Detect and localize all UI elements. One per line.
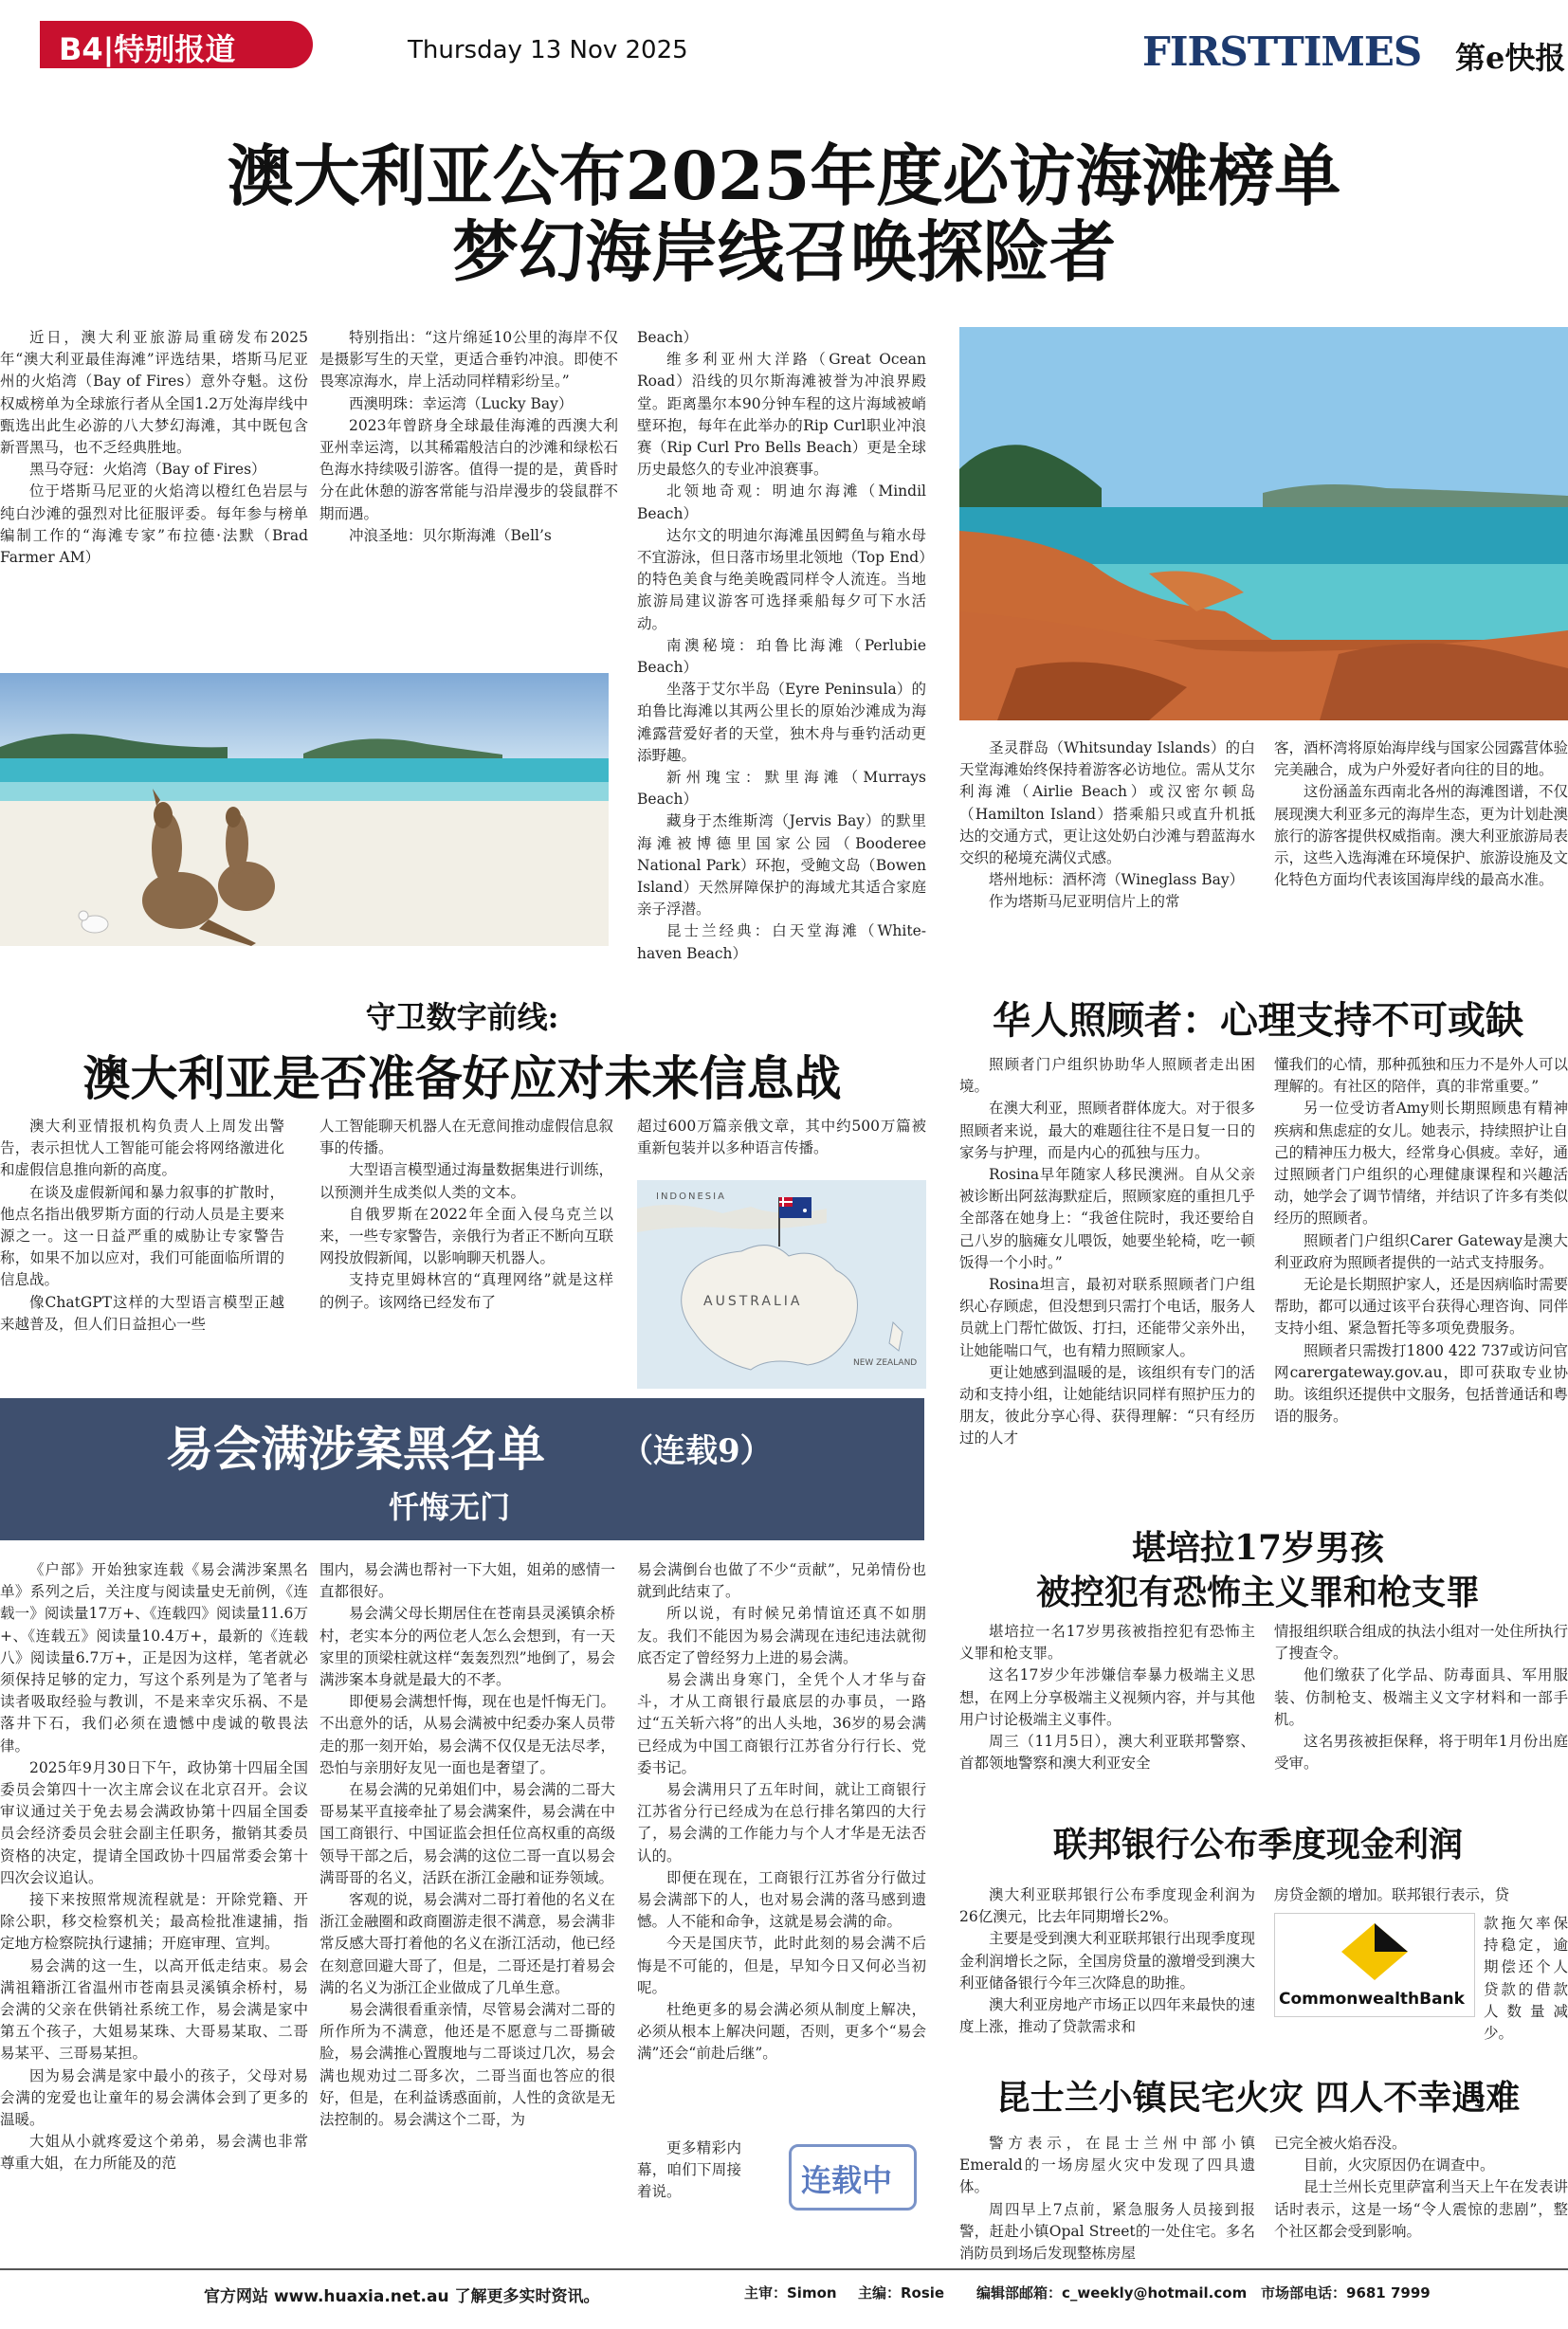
cba-title: 联邦银行公布季度现金利润: [1052, 1825, 1463, 1865]
cba-col-3: 款拖欠率保持稳定，逾期偿还个人贷款的借款人数量减少。: [1484, 1915, 1568, 2043]
digital-col-2: 人工智能聊天机器人在无意间推动虚假信息叙事的传播。 大型语言模型通过海量数据集进行训练，以预测并生成类似人类的文本。 自俄罗斯在2022年全面入侵乌克兰以来，一些专家警告，亲俄行为者正不断向互联网投放假新闻，以影响聊天机器人。 支持克里姆林宫的“真理网络”就是这样的例子。该网络已经发布了: [319, 1118, 614, 1311]
digital-col-1: 澳大利亚情报机构负责人上周发出警告，表示担忧人工智能可能会将网络激进化和虚假信息推向新的高度。 在谈及虚假新闻和暴力叙事的扩散时，他点名指出俄罗斯方面的行动人员是主要来源之一。这一日益严重的威胁让专家警告称，如果不加以应对，我们可能面临所谓的信息战。 像ChatGPT这样的大型语言模型正越来越普及，但人们日益担心一些: [0, 1118, 284, 1333]
footer-phone: 市场部电话：9681 7999: [1261, 2284, 1431, 2302]
map-label-australia: AUSTRALIA: [703, 1294, 803, 1309]
footer-website: 官方网站 www.huaxia.net.au 了解更多实时资讯。: [204, 2287, 600, 2306]
cba-col-2: 房贷金额的增加。联邦银行表示，贷: [1274, 1886, 1510, 1903]
masthead: [1142, 28, 1566, 85]
section-badge: [40, 21, 313, 68]
serial-banner: [0, 1398, 924, 1540]
issue-date: Thursday 13 Nov 2025: [408, 36, 688, 64]
cba-col-1: 澳大利亚联邦银行公布季度现金利润为26亿澳元，比去年同期增长2%。 主要是受到澳大利亚联邦银行出现季度现金利润增长之际，全国房贷量的激增受到澳大利亚储备银行今年三次降息的助推。 澳大利亚房地产市场正以四年来最快的速度上涨，推动了贷款需求和: [959, 1886, 1255, 2036]
serial-subtitle: 忏悔无门: [389, 1489, 511, 1525]
brand-logo: FIRSTTIMES: [1142, 28, 1422, 75]
footer-editor: 主审：Simon: [744, 2284, 837, 2302]
digital-col-3: 超过600万篇亲俄文章，其中约500万篇被重新包装并以多种语言传播。: [637, 1118, 926, 1157]
digital-kicker: 守卫数字前线:: [365, 999, 559, 1035]
carers-col-1: 照顾者门户组织协助华人照顾者走出困境。 在澳大利亚，照顾者群体庞大。对于很多照顾者来说，最大的难题往往不是日复一日的家务与护理，而是内心的孤独与压力。 Rosina早年随家人移民澳洲。自从父亲被诊断出阿兹海默症后，照顾家庭的重担几乎全部落在她身上：“我爸住院时，我还要给自己八岁的脑瘫女儿喂饭，她要坐轮椅，吃一顿饭得一个小时。” Rosina坦言，最初对联系照顾者门户组织心存顾虑，但没想到只需打个电话，服务人员就上门帮忙做饭、打扫，还能带父亲外出，让她能喘口气，也有精力照顾家人。 更让她感到温暖的是，该组织有专门的活动和支持小组，让她能结识同样有照护压力的朋友，彼此分享心得、获得理解：“只有经历过的人才: [959, 1056, 1255, 1447]
beach-col-1: 近日，澳大利亚旅游局重磅发布2025年“澳大利亚最佳海滩”评选结果，塔斯马尼亚州的火焰湾（Bay of Fires）意外夺魁。这份权威榜单为全球旅行者从全国1.2万处海岸线中甄选出此生必游的八大梦幻海滩，其中既包含新晋黑马，也不乏经典胜地。 黑马夺冠：火焰湾（Bay of Fires） 位于塔斯马尼亚的火焰湾以橙红色岩层与纯白沙滩的强烈对比征服评委。每年参与榜单编制工作的“海滩专家”布拉德·法默（Brad Farmer AM）: [0, 329, 308, 567]
digital-title: 澳大利亚是否准备好应对未来信息战: [82, 1050, 842, 1106]
teen-title: 堪培拉17岁男孩: [1131, 1528, 1385, 1568]
beach-col-3: Beach） 维多利亚州大洋路（Great Ocean Road）沿线的贝尔斯海滩被誉为冲浪界殿堂。距离墨尔本90分钟车程的这片海域被峭壁环抱，每年在此举办的Rip Curl职业冲浪赛（Rip Curl Pro Bells Beach）更是全球历史最悠久的专业冲浪赛事。 北领地奇观：明迪尔海滩（Mindil Beach） 达尔文的明迪尔海滩虽因鳄鱼与箱水母不宜游泳，但日落市场里北领地（Top End）的特色美食与绝美晚霞同样令人流连。当地旅游局建议游客可选择乘船每夕可下水活动。 南澳秘境：珀鲁比海滩（Perlubie Beach） 坐落于艾尔半岛（Eyre Peninsula）的珀鲁比海滩以其两公里长的原始沙滩成为海滩露营爱好者的天堂，独木舟与垂钓活动更添野趣。 新州瑰宝：默里海滩（Murrays Beach） 藏身于杰维斯湾（Jervis Bay）的默里海滩被博德里国家公园（Booderee National Park）环抱，受鲍文岛（Bowen Island）天然屏障保护的海域尤其适合家庭亲子浮潜。 昆士兰经典：白天堂海滩（White-haven Beach）: [637, 329, 926, 962]
kangaroo-beach-photo: [0, 673, 609, 946]
fire-title: 昆士兰小镇民宅火灾 四人不幸遇难: [995, 2078, 1521, 2118]
beach-col-4: 圣灵群岛（Whitsunday Islands）的白天堂海滩始终保持着游客必访地位。需从艾尔利海滩（Airlie Beach）或汉密尔顿岛（Hamilton Island）搭乘船只或直升机抵达的交通方式，更让这处奶白沙滩与碧蓝海水交织的秘境充满仪式感。 塔州地标：酒杯湾（Wineglass Bay） 作为塔斯马尼亚明信片上的常: [959, 739, 1255, 911]
section-label: B4|特别报道: [59, 31, 236, 67]
australia-map: [637, 1180, 926, 1389]
bay-of-fires-photo: [959, 327, 1568, 720]
fire-col-1: 警方表示，在昆士兰州中部小镇Emerald的一场房屋火灾中发现了四具遗体。 周四早上7点前，紧急服务人员接到报警，赶赴小镇Opal Street的一处住宅。多名消防员到场后发现整栋房屋: [959, 2135, 1255, 2263]
serializing-stamp: [789, 2144, 917, 2211]
footer-rule: [0, 2268, 1568, 2270]
teen-col-2: 情报组织联合组成的执法小组对一处住所执行了搜查令。 他们缴获了化学品、防毒面具、军用服装、仿制枪支、极端主义文字材料和一部手机。 这名男孩被拒保释，将于明年1月份出庭受审。: [1274, 1623, 1568, 1773]
footer-email: 编辑部邮箱：c_weekly@hotmail.com: [976, 2284, 1248, 2302]
serial-col-2: 围内，易会满也帮衬一下大姐，姐弟的感情一直都很好。 易会满父母长期居住在苍南县灵溪镇余桥村，老实本分的两位老人怎么会想到，有一天家里的顶梁柱就这样“轰轰烈烈”地倒了，易会满涉案本身就是最大的不孝。 即便易会满想忏悔，现在也是忏悔无门。不出意外的话，从易会满被中纪委办案人员带走的那一刻开始，易会满不仅仅是无法尽孝，恐怕与亲朋好友见一面也是奢望了。 在易会满的兄弟姐们中，易会满的二哥大哥易某平直接牵扯了易会满案件，易会满在中国工商银行、中国证监会担任位高权重的高级领导干部之后，易会满的这位二哥一直以易会满哥哥的名义，活跃在浙江金融和证券领域。 客观的说，易会满对二哥打着他的名义在浙江金融圈和政商圈游走很不满意，易会满非常反感大哥打着他的名义在浙江活动，他已经在刻意回避大哥了，但是，二哥还是打着易会满的名义为浙江企业做成了几单生意。 易会满很看重亲情，尽管易会满对二哥的所作所为不满意，他还是不愿意与二哥撕破脸，易会满推心置腹地与二哥谈过几次，易会满也规劝过二哥多次，二哥当面也答应的很好，但是，在利益诱惑面前，人性的贪欲是无法控制的。易会满这个二哥，为: [319, 1561, 615, 2129]
map-label-nz: NEW ZEALAND: [853, 1358, 918, 1368]
teen-subtitle: 被控犯有恐怖主义罪和枪支罪: [1035, 1573, 1480, 1612]
cba-logo: [1274, 1913, 1475, 2017]
beach-title: 澳大利亚公布2025年度必访海滩榜单: [227, 136, 1341, 215]
bay-photo-art: [959, 327, 1568, 720]
serial-col-3: 易会满倒台也做了不少“贡献”，兄弟情份也就到此结束了。 所以说，有时候兄弟情谊还真不如朋友。我们不能因为易会满现在违纪违法就彻底否定了曾经努力上进的易会满。 易会满出身寒门，全凭个人才华与奋斗，才从工商银行最底层的办事员，一路过“五关斩六将”的出人头地，36岁的易会满已经成为中国工商银行江苏省分行行长、党委书记。 易会满用只了五年时间，就让工商银行江苏省分行已经成为在总行排名第四的大行了，易会满的工作能力与个人才华是无法否认的。 即便在现在，工商银行江苏省分行做过易会满部下的人，也对易会满的落马感到遗憾。人不能和命争，这就是易会满的命。 今天是国庆节，此时此刻的易会满不后悔是不可能的，但是，早知今日又何必当初呢。 杜绝更多的易会满必须从制度上解决，必须从根本上解决问题，否则，更多个“易会满”还会“前赴后继”。: [637, 1561, 926, 2063]
beach-col-5: 客，酒杯湾将原始海岸线与国家公园露营体验完美融合，成为户外爱好者向往的目的地。 这份涵盖东西南北各州的海滩图谱，不仅展现澳大利亚多元的海岸生态，更为计划赴澳旅行的游客提供权威指南。澳大利亚旅游局表示，这些入选海滩在环境保护、旅游设施及文化特色方面均代表该国海岸线的最高水准。: [1274, 739, 1568, 889]
map-art: [637, 1180, 926, 1389]
serial-part: （连载9）: [621, 1432, 773, 1470]
serial-more: 更多精彩内幕，咱们下周接着说。: [637, 2139, 741, 2201]
cba-logo-text: CommonwealthBank: [1279, 1990, 1465, 2009]
map-label-indonesia: INDONESIA: [656, 1192, 726, 1202]
footer-host: 主编：Rosie: [858, 2284, 945, 2302]
cba-diamond-icon: [1341, 1923, 1408, 1980]
fire-col-2: 已完全被火焰吞没。 目前，火灾原因仍在调查中。 昆士兰州长克里萨富利当天上午在发表讲话时表示，这是一场“令人震惊的悲剧”，整个社区都会受到影响。: [1274, 2135, 1568, 2240]
teen-col-1: 堪培拉一名17岁男孩被指控犯有恐怖主义罪和枪支罪。 这名17岁少年涉嫌信奉暴力极端主义思想，在网上分享极端主义视频内容，并与其他用户讨论极端主义事件。 周三（11月5日），澳大利亚联邦警察、首都领地警察和澳大利亚安全: [959, 1623, 1255, 1773]
stamp-text: 连载中: [801, 2162, 893, 2198]
kangaroo-photo-art: [0, 673, 609, 946]
brand-cn: 第e快报: [1455, 40, 1566, 76]
beach-col-2: 特别指出：“这片绵延10公里的海岸不仅是摄影写生的天堂，更适合垂钓冲浪。即使不畏寒凉海水，岸上活动同样精彩纷呈。” 西澳明珠：幸运湾（Lucky Bay） 2023年曾跻身全球最佳海滩的西澳大利亚州幸运湾，以其稀霜般洁白的沙滩和绿松石色海水持续吸引游客。值得一提的是，黄昏时分在此休憩的游客常能与沿岸漫步的袋鼠群不期而遇。 冲浪圣地：贝尔斯海滩（Bell’s: [319, 329, 618, 544]
carers-title: 华人照顾者：心理支持不可或缺: [993, 998, 1523, 1043]
serial-col-1: 《户部》开始独家连载《易会满涉案黑名单》系列之后，关注度与阅读量史无前例，《连载一》阅读量17万+、《连载四》阅读量11.6万+、《连载五》阅读量10.4万+，最新的《连载八》阅读量6.7万+，正是因为这样，笔者就必须保持足够的定力，写这个系列是为了笔者与读者吸取经验与教训，不是来幸灾乐祸、不是落井下石，我们必须在遗憾中虔诚的敬畏法律。 2025年9月30日下午，政协第十四届全国委员会第四十一次主席会议在北京召开。会议审议通过关于免去易会满政协第十四届全国委员会经济委员会驻会副主任职务，撤销其委员资格的决定，提请全国政协十四届常委会第十四次会议追认。 接下来按照常规流程就是：开除党籍、开除公职，移交检察机关；最高检批准逮捕，指定地方检察院执行逮捕；开庭审理、宣判。 易会满的这一生，以高开低走结束。易会满祖籍浙江省温州市苍南县灵溪镇余桥村，易会满的父亲在供销社系统工作，易会满是家中第五个孩子，大姐易某珠、大哥易某取、二哥易某平、三哥易某担。 因为易会满是家中最小的孩子，父母对易会满的宠爱也让童年的易会满体会到了更多的温暖。 大姐从小就疼爱这个弟弟，易会满也非常尊重大姐，在力所能及的范: [0, 1561, 308, 2173]
carers-col-2: 懂我们的心情，那种孤独和压力不是外人可以理解的。有社区的陪伴，真的非常重要。” 另一位受访者Amy则长期照顾患有精神疾病和焦虑症的女儿。她表示，持续照护让自己的精神压力极大，经常身心俱疲。幸好，通过照顾者门户组织的心理健康课程和兴趣活动，她学会了调节情绪，并结识了许多有类似经历的照顾者。 照顾者门户组织Carer Gateway是澳大利亚政府为照顾者提供的一站式支持服务。 无论是长期照护家人，还是因病临时需要帮助，都可以通过该平台获得心理咨询、同伴支持小组、紧急暂托等多项免费服务。 照顾者只需拨打1800 422 737或访问官网carergateway.gov.au，即可获取专业协助。该组织还提供中文服务，包括普通话和粤语的服务。: [1274, 1056, 1568, 1426]
serial-title: 易会满涉案黑名单: [166, 1421, 545, 1477]
beach-subtitle: 梦幻海岸线召唤探险者: [452, 212, 1116, 291]
